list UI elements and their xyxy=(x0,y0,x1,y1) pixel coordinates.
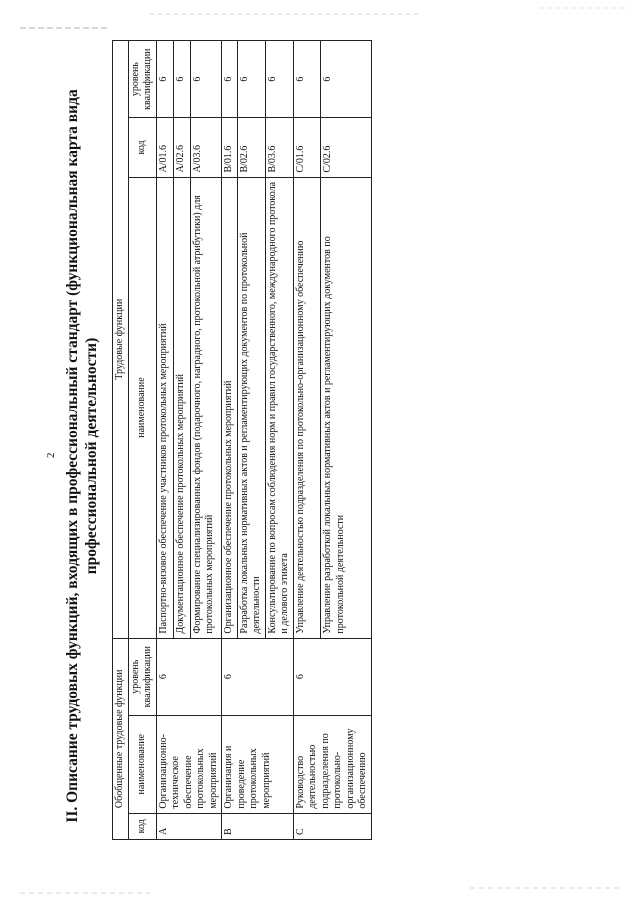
header-function-level: уровень квалификации xyxy=(128,41,156,118)
function-code: B/03.6 xyxy=(265,118,293,177)
function-code: A/01.6 xyxy=(156,118,173,177)
section-title: II. Описание трудовых функций, входящих в профессиональный стандарт (функциональная карта вида профессиональной деятельности) xyxy=(64,89,100,823)
function-name: Консультирование по вопросам соблюдения норм и правил государственного, международного протокола и делового этикета xyxy=(265,177,293,638)
function-name: Управление деятельностью подразделения по протокольно-организационному обеспечению xyxy=(293,177,321,638)
rotated-page-content xyxy=(27,20,627,890)
header-code: код xyxy=(128,813,156,839)
table-row xyxy=(222,41,238,840)
function-name: Управление разработкой локальных нормативных актов и регламентирующих документов по протокольной деятельности xyxy=(321,177,371,638)
function-level: 6 xyxy=(237,41,265,118)
generalized-name: Организационно-техническое обеспечение протокольных мероприятий xyxy=(156,715,222,813)
table-row xyxy=(156,41,173,840)
header-name: наименование xyxy=(128,715,156,813)
function-level: 6 xyxy=(222,41,238,118)
function-name: Разработка локальных нормативных актов и регламентирующих документов по протокольной деятельности xyxy=(237,177,265,638)
function-code: C/02.6 xyxy=(321,118,371,177)
header-generalized-functions: Обобщенные трудовые функции xyxy=(113,638,129,839)
function-name: Паспортно-визовое обеспечение участников протокольных мероприятий xyxy=(156,177,173,638)
header-row-sub xyxy=(128,41,156,840)
function-name: Формирование специализированных фондов (подарочного, наградного, протокольной атрибутики) для протокольных мероприятий xyxy=(190,177,221,638)
function-name: Организационное обеспечение протокольных мероприятий xyxy=(222,177,238,638)
generalized-name: Организация и проведение протокольных мероприятий xyxy=(222,715,294,813)
function-level: 6 xyxy=(321,41,371,118)
function-code: B/01.6 xyxy=(222,118,238,177)
function-level: 6 xyxy=(173,41,190,118)
function-code: A/03.6 xyxy=(190,118,221,177)
function-level: 6 xyxy=(293,41,321,118)
generalized-code: B xyxy=(222,813,294,839)
generalized-code: C xyxy=(293,813,371,839)
table-row xyxy=(293,41,321,840)
generalized-level: 6 xyxy=(293,638,371,715)
header-level: уровень квалификации xyxy=(128,638,156,715)
page-number: 2 xyxy=(45,452,57,458)
function-code: A/02.6 xyxy=(173,118,190,177)
generalized-code: A xyxy=(156,813,222,839)
generalized-name: Руководство деятельностью подразделения по протокольно-организационному обеспечению xyxy=(293,715,371,813)
header-function-name: наименование xyxy=(128,177,156,638)
header-row-top xyxy=(113,41,129,840)
function-level: 6 xyxy=(265,41,293,118)
function-level: 6 xyxy=(156,41,173,118)
functional-map-table xyxy=(112,40,372,840)
function-level: 6 xyxy=(190,41,221,118)
header-function-code: код xyxy=(128,118,156,177)
function-name: Документационное обеспечение протокольных мероприятий xyxy=(173,177,190,638)
function-code: C/01.6 xyxy=(293,118,321,177)
generalized-level: 6 xyxy=(222,638,294,715)
header-labor-functions: Трудовые функции xyxy=(113,41,129,639)
function-code: B/02.6 xyxy=(237,118,265,177)
generalized-level: 6 xyxy=(156,638,222,715)
